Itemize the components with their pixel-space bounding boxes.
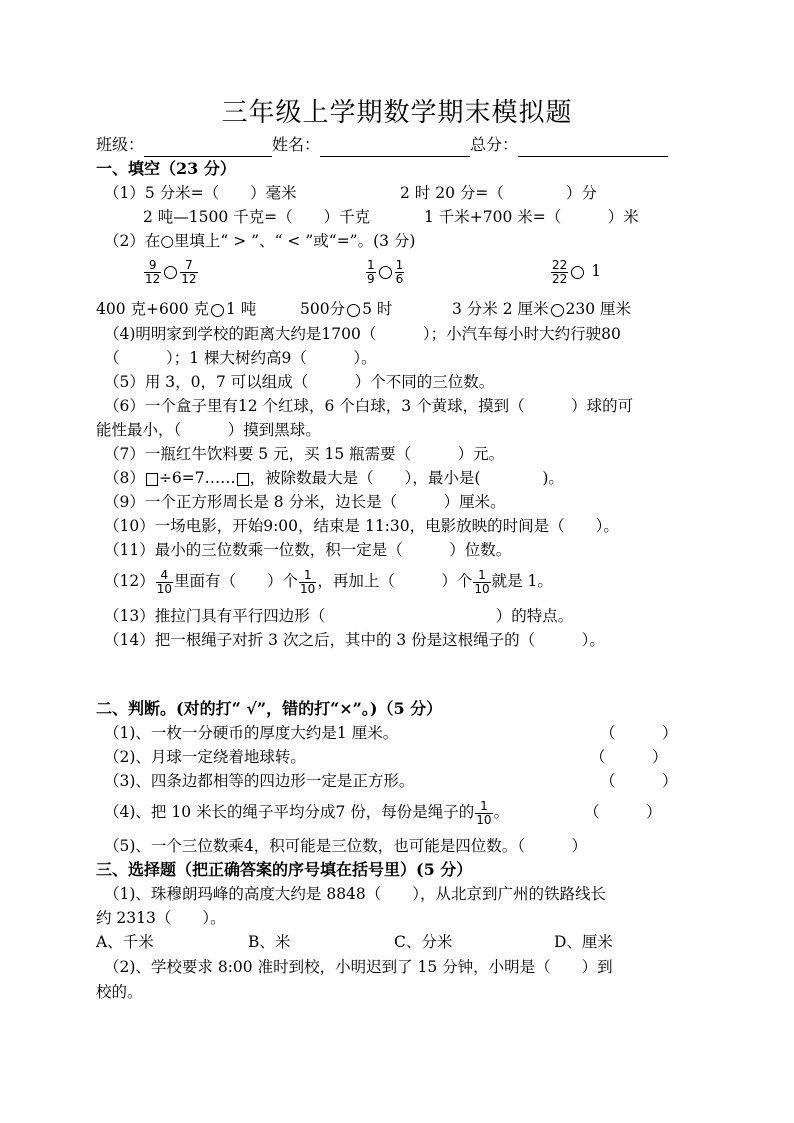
q6-line2: 能性最小，（ ）摸到黑球。	[96, 421, 321, 439]
section3-heading: 三、选择题（把正确答案的序号填在括号里）(5 分）	[96, 860, 473, 879]
q1c: 2 吨—1500 千克=（ ）千克	[143, 208, 371, 226]
choice-2-line2: 校的。	[96, 983, 143, 1001]
q4-line1: （4)明明家到学校的距离大约是1700（ ）；小汽车每小时大约行驶80	[104, 325, 621, 343]
compare-circle[interactable]	[551, 304, 564, 317]
q7: （7）一瓶红牛饮料要 5 元，买 15 瓶需要（ ）元。	[104, 445, 505, 463]
judge-4-paren[interactable]: （ ）	[584, 803, 662, 821]
judge-2-paren[interactable]: （ ）	[590, 748, 668, 766]
judge-1: （1)、一枚一分硬币的厚度大约是1 厘米。	[104, 724, 399, 742]
choice-1-line1: （1)、珠穆朗玛峰的高度大约是 8848（ ），从北京到广州的铁路线长	[104, 885, 607, 903]
judge-3: （3)、四条边都相等的四边形一定是正方形。	[104, 772, 415, 790]
q5: （5）用 3，0，7 可以组成（ ）个不同的三位数。	[104, 373, 495, 391]
q14: （14）把一根绳子对折 3 次之后，其中的 3 份是这根绳子的（ ）。	[104, 631, 605, 649]
q2-compare-row2c: 3 分米 2 厘米 230 厘米	[452, 300, 632, 318]
name-field[interactable]	[320, 138, 470, 157]
q2-compare-3: $\frac{22}{22}$ 1	[552, 257, 602, 286]
option-d[interactable]: D、厘米	[554, 933, 613, 951]
q2-compare-row2b: 500分 5 时	[300, 300, 393, 318]
q10: （10）一场电影，开始9:00，结束是 11:30，电影放映的时间是（ ）。	[104, 517, 619, 535]
class-label: 班级：	[96, 135, 145, 154]
fraction: $\frac{4}{10}$	[156, 567, 173, 596]
compare-circle[interactable]	[347, 304, 360, 317]
fraction: $\frac{1}{10}$	[476, 798, 492, 827]
q8: （8） ÷6=7…… ，被除数最大是（ ），最小是( )。	[104, 469, 564, 487]
blank-square[interactable]	[237, 473, 249, 486]
q2-compare-2	[365, 256, 405, 286]
q2: （2）在○里填上“ > ”、“ < ”或“=”。(3 分)	[104, 232, 416, 250]
q12: （12） $\frac{4}{10}$ 里面有（ ）个 $\frac{1}{10}$ ，再加上（ ）个 $\frac{1}{10}$ 就是 1。	[104, 567, 553, 596]
compare-circle[interactable]	[211, 304, 224, 317]
option-b[interactable]: B、米	[248, 933, 291, 951]
option-c[interactable]: C、分米	[394, 933, 453, 951]
q2-compare-1	[143, 256, 199, 286]
q6-line1: （6）一个盒子里有12 个红球，6 个白球，3 个黄球，摸到（ ）球的可	[104, 397, 634, 415]
choice-2-line1: （2)、学校要求 8:00 准时到校，小明迟到了 15 分钟，小明是（ ）到	[104, 958, 613, 976]
total-label: 总分：	[470, 135, 519, 154]
option-a[interactable]: A、千米	[96, 933, 154, 951]
name-label: 姓名：	[272, 135, 321, 154]
compare-circle[interactable]	[379, 266, 392, 279]
q2-compare-row2: 400 克+600 克 1 吨	[96, 300, 257, 318]
fraction: $\frac{7}{12}$	[181, 257, 197, 286]
class-field[interactable]	[144, 138, 272, 157]
student-info-line	[96, 133, 668, 157]
judge-2: （2)、月球一定绕着地球转。	[104, 748, 306, 766]
section2-heading: 二、判断。(对的打“ √”，错的打“×”。)（5 分）	[96, 699, 443, 718]
fraction: $\frac{9}{12}$	[145, 257, 161, 286]
fraction: $\frac{1}{10}$	[474, 567, 490, 596]
q11: （11）最小的三位数乘一位数，积一定是（ ）位数。	[104, 541, 512, 559]
q1b: 2 时 20 分=（ ）分	[400, 184, 597, 202]
page-title: 三年级上学期数学期末模拟题	[221, 98, 573, 128]
fraction: $\frac{1}{6}$	[395, 257, 404, 286]
fraction: $\frac{1}{10}$	[300, 567, 316, 596]
q4-line2: （ ）；1 棵大树约高9（ ）。	[104, 349, 377, 367]
judge-3-paren[interactable]: （ ）	[600, 772, 678, 790]
q1d: 1 千米+700 米=（ ）米	[424, 208, 639, 226]
judge-5: （5)、一个三位数乘4，积可能是三位数，也可能是四位数。（ ）	[104, 837, 588, 855]
q1a: （1）5 分米=（ ）毫米	[104, 184, 297, 202]
compare-circle[interactable]	[164, 266, 177, 279]
fraction: $\frac{1}{9}$	[367, 257, 375, 286]
section1-heading: 一、填空（23 分）	[96, 159, 236, 178]
choice-1-line2: 约 2313（ ）。	[96, 909, 226, 927]
total-field[interactable]	[518, 138, 668, 157]
judge-1-paren[interactable]: （ ）	[600, 724, 678, 742]
blank-square[interactable]	[146, 473, 158, 486]
compare-circle[interactable]	[571, 266, 584, 279]
q9: （9）一个正方形周长是 8 分米，边长是（ ）厘米。	[104, 493, 506, 511]
fraction: $\frac{22}{22}$	[552, 257, 568, 286]
judge-4: （4)、把 10 米长的绳子平均分成7 份，每份是绳子的 $\frac{1}{10}$ 。	[104, 798, 510, 827]
q13: （13）推拉门具有平行四边形（ ）的特点。	[104, 607, 574, 625]
